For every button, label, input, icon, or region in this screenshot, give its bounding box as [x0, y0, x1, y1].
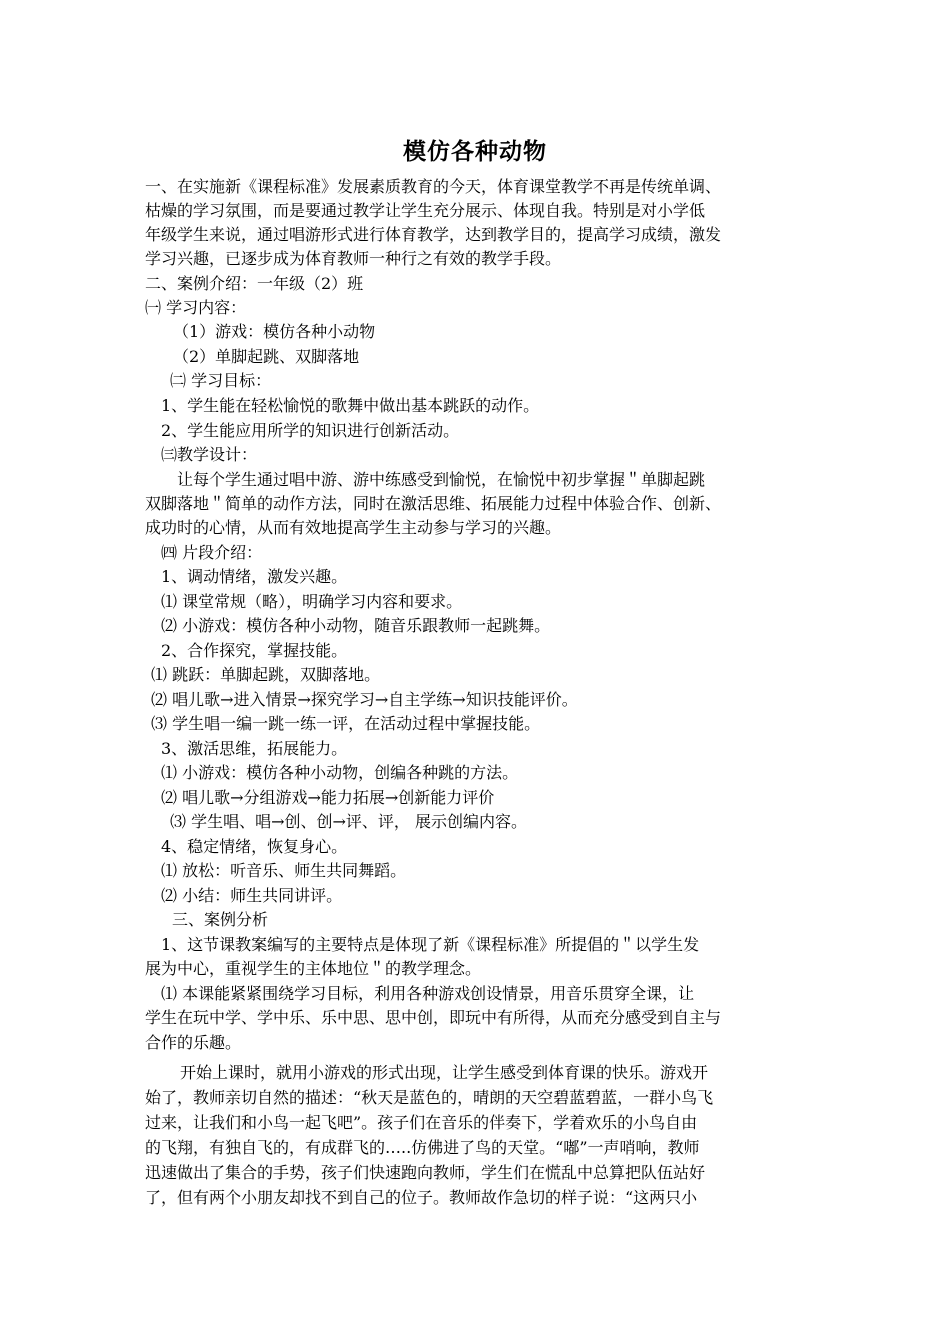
text-line: ㈢教学设计：: [161, 445, 258, 464]
text-line: 2、学生能应用所学的知识进行创新活动。: [161, 421, 460, 440]
text-line: ⑴ 本课能紧紧围绕学习目标，利用各种游戏创设情景，用音乐贯穿全课，让: [161, 984, 695, 1003]
text-line: 过来，让我们和小鸟一起飞吧”。孩子们在音乐的伴奏下，学着欢乐的小鸟自由: [145, 1113, 698, 1132]
document-title: 模仿各种动物: [403, 139, 547, 165]
text-line: ⑵ 小游戏：模仿各种小动物，随音乐跟教师一起跳舞。: [161, 616, 551, 635]
text-line: 开始上课时，就用小游戏的形式出现，让学生感受到体育课的快乐。游戏开: [180, 1063, 709, 1082]
text-line: ㈣ 片段介绍：: [161, 543, 263, 562]
text-line: ⑴ 课堂常规（略），明确学习内容和要求。: [161, 592, 463, 611]
text-line: ⑴ 跳跃：单脚起跳，双脚落地。: [151, 665, 381, 684]
text-line: 1、调动情绪，激发兴趣。: [161, 567, 348, 586]
text-line: 二、案例介绍：一年级（2）班: [145, 274, 364, 293]
text-line: （2）单脚起跳、双脚落地: [173, 347, 360, 366]
text-line: ⑵ 唱儿歌→分组游戏→能力拓展→创新能力评价: [161, 788, 495, 807]
text-line: 3、激活思维，拓展能力。: [161, 739, 348, 758]
text-line: 展为中心，重视学生的主体地位＂的教学理念。: [145, 959, 482, 978]
text-line: ⑴ 小游戏：模仿各种小动物，创编各种跳的方法。: [161, 763, 519, 782]
text-line: 迅速做出了集合的手势，孩子们快速跑向教师，学生们在慌乱中总算把队伍站好: [145, 1163, 706, 1182]
text-line: 成功时的心情，从而有效地提高学生主动参与学习的兴趣。: [145, 518, 562, 537]
text-line: 一、在实施新《课程标准》发展素质教育的今天，体育课堂教学不再是传统单调、: [145, 177, 722, 196]
text-line: （1）游戏：模仿各种小动物: [173, 322, 376, 341]
text-line: 三、案例分析: [172, 910, 269, 929]
text-line: ⑵ 小结：师生共同讲评。: [161, 886, 343, 905]
text-line: 1、学生能在轻松愉悦的歌舞中做出基本跳跃的动作。: [161, 396, 540, 415]
text-line: 学生在玩中学、学中乐、乐中思、思中创，即玩中有所得，从而充分感受到自主与: [145, 1008, 722, 1027]
text-line: 学习兴趣，已逐步成为体育教师一种行之有效的教学手段。: [145, 249, 562, 268]
text-line: 让每个学生通过唱中游、游中练感受到愉悦，在愉悦中初步掌握＂单脚起跳: [177, 470, 706, 489]
text-line: 1、这节课教案编写的主要特点是体现了新《课程标准》所提倡的＂以学生发: [161, 935, 700, 954]
text-line: ⑵ 唱儿歌→进入情景→探究学习→自主学练→知识技能评价。: [151, 690, 578, 709]
text-line: 4、稳定情绪，恢复身心。: [161, 837, 348, 856]
text-line: ㈠ 学习内容：: [145, 298, 247, 317]
text-line: 始了，教师亲切自然的描述：“秋天是蓝色的，晴朗的天空碧蓝碧蓝，一群小鸟飞: [145, 1088, 714, 1107]
text-line: 2、合作探究，掌握技能。: [161, 641, 348, 660]
text-line: ⑶ 学生唱、唱→创、创→评、评， 展示创编内容。: [170, 812, 527, 831]
text-line: ⑴ 放松：听音乐、师生共同舞蹈。: [161, 861, 407, 880]
text-line: 双脚落地＂简单的动作方法，同时在激活思维、拓展能力过程中体验合作、创新、: [145, 494, 722, 513]
text-line: 了，但有两个小朋友却找不到自己的位子。教师故作急切的样子说：“这两只小: [145, 1188, 698, 1207]
text-line: 的飞翔，有独自飞的，有成群飞的…..仿佛进了鸟的天堂。“嘟”一声哨响，教师: [145, 1138, 700, 1157]
text-line: 合作的乐趣。: [145, 1033, 242, 1052]
text-line: 年级学生来说，通过唱游形式进行体育教学，达到教学目的，提高学习成绩，激发: [145, 225, 722, 244]
text-line: 枯燥的学习氛围，而是要通过教学让学生充分展示、体现自我。特别是对小学低: [145, 201, 706, 220]
text-line: ㈡ 学习目标：: [170, 371, 272, 390]
text-line: ⑶ 学生唱一编一跳一练一评，在活动过程中掌握技能。: [151, 714, 541, 733]
